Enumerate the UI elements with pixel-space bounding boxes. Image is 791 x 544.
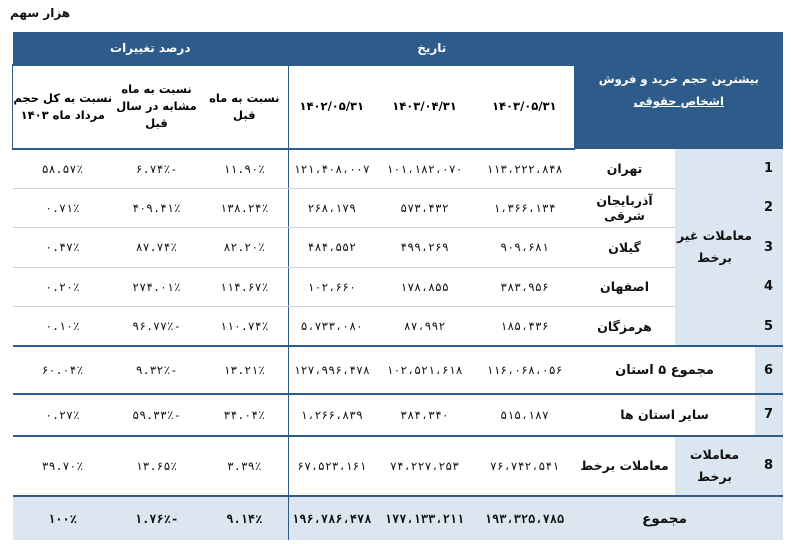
row-name: تهران (575, 149, 675, 189)
cell-chg3: ۳۹.۷۰٪ (13, 436, 113, 496)
cell-chg1: ۸۲.۲۰٪ (201, 228, 289, 268)
table-row (13, 436, 783, 496)
table-row (13, 394, 783, 436)
category-online: معاملات برخط (675, 436, 755, 496)
cell-date1: ۳۸۳،۹۵۶ (475, 267, 575, 307)
cell-date2: ۱۰۲،۵۲۱،۶۱۸ (375, 346, 475, 394)
cell-chg2: ۱۳.۶۵٪ (113, 436, 201, 496)
table-row (13, 307, 783, 347)
change-group-header: درصد تغییرات (13, 32, 289, 65)
cell-date1: ۱۸۵،۴۳۶ (475, 307, 575, 347)
cell-chg2: -۹۶.۷۷٪ (113, 307, 201, 347)
cell-date2: ۳۸۴،۳۴۰ (375, 394, 475, 436)
cell-chg2: ۸۷.۷۴٪ (113, 228, 201, 268)
row-index: 7 (755, 394, 783, 436)
row-name: هرمزگان (575, 307, 675, 347)
table-row (13, 188, 783, 228)
cell-date2: ۱۷۸،۸۵۵ (375, 267, 475, 307)
row-name: آذربایجان شرقی (575, 188, 675, 228)
cell-date3: ۱۲۱،۴۰۸،۰۰۷ (289, 149, 375, 189)
cell-chg1: ۳.۳۹٪ (201, 436, 289, 496)
cell-date3: ۱،۲۶۶،۸۳۹ (289, 394, 375, 436)
chg2-header: نسبت به ماه مشابه در سال قبل (113, 65, 201, 148)
table-row (13, 346, 783, 394)
date1-header: ۱۴۰۳/۰۵/۳۱ (475, 65, 575, 148)
cell-date3: ۲۶۸،۱۷۹ (289, 188, 375, 228)
cell-chg1: ۱۳.۲۱٪ (201, 346, 289, 394)
row-index: 4 (755, 267, 783, 307)
row-name: اصفهان (575, 267, 675, 307)
row-index: 2 (755, 188, 783, 228)
cell-date1: ۷۶،۷۴۲،۵۴۱ (475, 436, 575, 496)
cell-chg3: ۰.۲۰٪ (13, 267, 113, 307)
row-name: مجموع ۵ استان (575, 346, 755, 394)
cell-date3: ۱۰۲،۶۶۰ (289, 267, 375, 307)
table-row (13, 267, 783, 307)
cell-chg3: ۶۰.۰۴٪ (13, 346, 113, 394)
total-index-cell (755, 496, 783, 540)
unit-label: هزار سهم (10, 6, 71, 20)
total-date3: ۱۹۶،۷۸۶،۴۷۸ (289, 496, 375, 540)
cell-date2: ۵۷۳،۴۳۲ (375, 188, 475, 228)
row-name: معاملات برخط (575, 436, 675, 496)
title-line2: اشخاص حقوقی (633, 94, 724, 109)
cell-chg1: ۱۳۸.۲۴٪ (201, 188, 289, 228)
cell-chg3: ۰.۷۱٪ (13, 188, 113, 228)
cell-date2: ۱۰۱،۱۸۲،۰۷۰ (375, 149, 475, 189)
stats-table (12, 32, 783, 540)
row-index: 8 (755, 436, 783, 496)
table-row (13, 149, 783, 189)
title-line1: بیشترین حجم خرید و فروش (598, 72, 759, 87)
cell-chg1: ۳۴.۰۴٪ (201, 394, 289, 436)
date-group-header: تاریخ (289, 32, 575, 65)
cell-date1: ۵۱۵،۱۸۷ (475, 394, 575, 436)
cell-chg3: ۰.۱۰٪ (13, 307, 113, 347)
category-off-board: معاملات غیر برخط (675, 149, 755, 347)
row-name: گیلان (575, 228, 675, 268)
cell-chg3: ۵۸.۵۷٪ (13, 149, 113, 189)
total-label: مجموع (575, 496, 755, 540)
row-index: 1 (755, 149, 783, 189)
cell-chg3: ۰.۴۷٪ (13, 228, 113, 268)
total-date2: ۱۷۷،۱۳۳،۲۱۱ (375, 496, 475, 540)
row-index: 3 (755, 228, 783, 268)
cell-date3: ۶۷،۵۲۳،۱۶۱ (289, 436, 375, 496)
total-chg1: ۹.۱۴٪ (201, 496, 289, 540)
cell-date2: ۷۴،۲۲۷،۲۵۳ (375, 436, 475, 496)
cell-chg2: -۹.۳۲٪ (113, 346, 201, 394)
table-row (13, 228, 783, 268)
cell-chg2: ۲۷۴.۰۱٪ (113, 267, 201, 307)
total-chg3: ۱۰۰٪ (13, 496, 113, 540)
cell-chg3: ۰.۲۷٪ (13, 394, 113, 436)
cell-chg2: -۶.۷۴٪ (113, 149, 201, 189)
date3-header: ۱۴۰۲/۰۵/۳۱ (289, 65, 375, 148)
cell-date3: ۵،۷۳۳،۰۸۰ (289, 307, 375, 347)
cell-date1: ۱،۳۶۶،۱۳۴ (475, 188, 575, 228)
cell-date1: ۱۱۶،۰۶۸،۰۵۶ (475, 346, 575, 394)
cell-date3: ۱۲۷،۹۹۶،۴۷۸ (289, 346, 375, 394)
cell-date1: ۱۱۳،۲۲۲،۸۴۸ (475, 149, 575, 189)
row-name: سایر استان ها (575, 394, 755, 436)
row-index: 5 (755, 307, 783, 347)
total-date1: ۱۹۳،۳۲۵،۷۸۵ (475, 496, 575, 540)
row-index: 6 (755, 346, 783, 394)
cell-chg1: ۱۱۰.۷۴٪ (201, 307, 289, 347)
total-chg2: -۱.۷۶٪ (113, 496, 201, 540)
chg3-header: نسبت به کل حجم مرداد ماه ۱۴۰۳ (13, 65, 113, 148)
cell-chg1: ۱۱۴.۶۷٪ (201, 267, 289, 307)
cell-date2: ۸۷،۹۹۲ (375, 307, 475, 347)
cell-date3: ۴۸۴،۵۵۲ (289, 228, 375, 268)
cell-chg2: ۴۰۹.۴۱٪ (113, 188, 201, 228)
chg1-header: نسبت به ماه قبل (201, 65, 289, 148)
cell-date2: ۴۹۹،۲۶۹ (375, 228, 475, 268)
cell-date1: ۹۰۹،۶۸۱ (475, 228, 575, 268)
total-row (13, 496, 783, 540)
table-title (575, 32, 783, 149)
cell-chg2: -۵۹.۳۳٪ (113, 394, 201, 436)
cell-chg1: ۱۱.۹۰٪ (201, 149, 289, 189)
date2-header: ۱۴۰۳/۰۴/۳۱ (375, 65, 475, 148)
